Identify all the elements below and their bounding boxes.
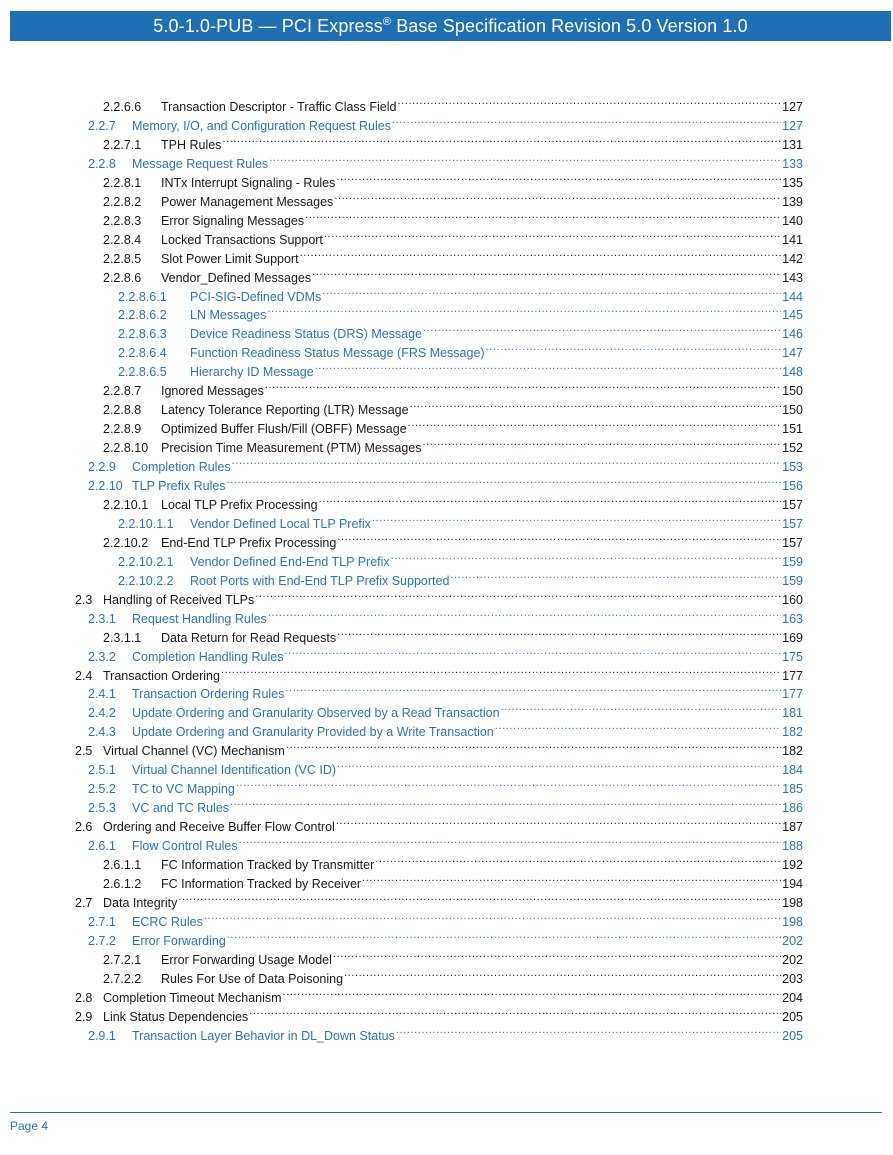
toc-entry-title: Rules For Use of Data Poisoning [161, 971, 344, 986]
toc-entry-number: 2.2.8.1 [103, 175, 142, 190]
toc-entry[interactable] [88, 717, 803, 740]
toc-entry-page: 205 [782, 1009, 803, 1024]
toc-entry-number: 2.2.8.10 [103, 441, 149, 456]
toc-entry-title: LN Messages [190, 308, 267, 323]
toc-entry-title: Latency Tolerance Reporting (LTR) Message [161, 403, 409, 418]
toc-dot-leader [315, 357, 781, 376]
toc-entry-title: Device Readiness Status (DRS) Message [190, 327, 423, 342]
toc-entry[interactable] [118, 300, 803, 323]
toc-entry[interactable] [75, 585, 803, 607]
toc-entry-title: End-End TLP Prefix Processing [161, 535, 337, 550]
toc-entry-title: Vendor Defined End-End TLP Prefix [190, 554, 390, 569]
toc-entry[interactable] [88, 793, 803, 816]
toc-entry-page: 145 [782, 308, 803, 323]
toc-entry[interactable] [103, 225, 803, 247]
toc-entry[interactable] [75, 983, 803, 1005]
toc-dot-leader [204, 907, 781, 926]
toc-entry[interactable] [103, 869, 803, 891]
toc-dot-leader [336, 812, 781, 831]
toc-dot-leader [333, 945, 781, 964]
toc-entry[interactable] [103, 414, 803, 437]
toc-entry-title: VC and TC Rules [132, 801, 230, 816]
toc-entry-page: 141 [782, 232, 803, 247]
toc-entry-title: Locked Transactions Support [161, 232, 323, 247]
toc-dot-leader [450, 566, 781, 585]
toc-dot-leader [178, 888, 781, 907]
toc-entry-page: 175 [782, 649, 803, 664]
toc-dot-leader [396, 1021, 781, 1040]
toc-dot-leader [300, 244, 782, 263]
toc-entry-number: 2.5.3 [88, 801, 116, 816]
toc-entry-page: 159 [782, 554, 803, 569]
toc-entry-page: 157 [782, 516, 803, 531]
toc-entry-number: 2.4.2 [88, 706, 116, 721]
toc-entry-page: 203 [782, 971, 803, 986]
toc-entry-number: 2.2.8.6.3 [118, 327, 167, 342]
toc-entry-page: 198 [782, 914, 803, 929]
toc-entry-title: Memory, I/O, and Configuration Request Rules [132, 118, 391, 133]
toc-entry[interactable] [103, 92, 803, 114]
toc-entry-number: 2.2.8.6.2 [118, 308, 167, 323]
toc-dot-leader [249, 1002, 781, 1021]
toc-entry-number: 2.9 [75, 1009, 93, 1024]
toc-entry-page: 194 [782, 876, 803, 891]
toc-dot-leader [408, 414, 781, 433]
toc-entry[interactable] [118, 357, 803, 380]
toc-entry-number: 2.2.7.1 [103, 137, 142, 152]
toc-entry-page: 187 [782, 820, 803, 835]
toc-entry-number: 2.2.10.1 [103, 497, 149, 512]
toc-entry-title: Precision Time Measurement (PTM) Messages [161, 441, 422, 456]
toc-entry-page: 192 [782, 858, 803, 872]
toc-dot-leader [398, 92, 782, 111]
toc-dot-leader [239, 831, 782, 850]
toc-entry[interactable] [118, 338, 803, 361]
toc-entry-number: 2.2.9 [88, 460, 116, 475]
toc-entry-page: 150 [782, 384, 803, 399]
toc-entry-page: 202 [782, 933, 803, 948]
toc-entry-page: 177 [782, 668, 803, 683]
toc-entry-page: 148 [782, 365, 803, 380]
toc-entry[interactable] [103, 130, 803, 152]
toc-entry-page: 169 [782, 630, 803, 645]
toc-entry-number: 2.2.10.2.1 [118, 554, 174, 569]
toc-entry-page: 198 [782, 895, 803, 910]
toc-entry-title: Update Ordering and Granularity Provided by a Write Transaction [132, 725, 494, 740]
toc-entry[interactable] [88, 642, 803, 664]
toc-dot-leader [334, 187, 781, 206]
toc-entry-number: 2.2.8.6.5 [118, 365, 167, 380]
toc-entry[interactable] [103, 376, 803, 399]
toc-dot-leader [286, 736, 781, 755]
toc-entry-number: 2.2.10.2.2 [118, 573, 174, 588]
toc-entry-number: 2.2.8.3 [103, 213, 142, 228]
toc-entry-page: 163 [782, 611, 803, 626]
toc-entry-number: 2.7.1 [88, 914, 116, 929]
toc-entry-title: Error Forwarding [132, 933, 226, 948]
toc-entry-title: Link Status Dependencies [103, 1009, 249, 1024]
toc-entry-page: 144 [782, 289, 803, 304]
toc-entry-page: 182 [782, 744, 803, 759]
toc-entry-number: 2.3.2 [88, 649, 116, 664]
toc-entry-title: FC Information Tracked by Transmitter [161, 858, 375, 872]
toc-entry[interactable] [75, 1002, 803, 1024]
toc-entry-title: Hierarchy ID Message [190, 365, 314, 380]
toc-dot-leader [221, 661, 781, 680]
toc-entry-title: Handling of Received TLPs [103, 592, 255, 607]
toc-entry[interactable] [103, 623, 803, 645]
toc-entry[interactable] [88, 831, 803, 854]
toc-entry-number: 2.2.8.8 [103, 403, 142, 418]
toc-entry-page: 205 [782, 1028, 803, 1043]
toc-entry-page: 181 [782, 706, 803, 721]
toc-dot-leader [319, 490, 782, 509]
toc-entry[interactable] [88, 471, 803, 493]
toc-entry[interactable] [88, 679, 803, 702]
toc-dot-leader [222, 130, 781, 149]
toc-entry-page: 152 [782, 441, 803, 456]
toc-entry-number: 2.6.1.2 [103, 876, 142, 891]
toc-dot-leader [372, 509, 781, 528]
toc-entry-title: Flow Control Rules [132, 839, 238, 854]
toc-dot-leader [324, 225, 781, 244]
toc-dot-leader [236, 774, 781, 793]
toc-dot-leader [344, 964, 781, 983]
toc-entry[interactable] [118, 282, 803, 304]
toc-entry-number: 2.6 [75, 820, 93, 835]
toc-entry-number: 2.7.2.2 [103, 971, 142, 986]
toc-entry-page: 153 [782, 460, 803, 475]
toc-entry-number: 2.4.1 [88, 687, 116, 702]
toc-dot-leader [227, 471, 782, 490]
toc-entry-page: 185 [782, 782, 803, 797]
toc-entry-title: Completion Handling Rules [132, 649, 284, 664]
toc-entry-title: Error Forwarding Usage Model [161, 952, 332, 967]
toc-entry-page: 139 [782, 194, 803, 209]
toc-entry[interactable] [103, 850, 803, 872]
toc-entry-number: 2.2.8.4 [103, 232, 142, 247]
toc-dot-leader [362, 869, 781, 888]
toc-dot-leader [265, 376, 781, 395]
toc-entry-title: Function Readiness Status Message (FRS Message) [190, 346, 485, 361]
toc-dot-leader [284, 642, 781, 661]
toc-entry-page: 184 [782, 763, 803, 778]
toc-entry-title: Completion Rules [132, 460, 231, 475]
toc-entry-number: 2.2.8.7 [103, 384, 142, 399]
toc-entry-title: Transaction Layer Behavior in DL_Down Status [132, 1028, 395, 1043]
toc-entry[interactable] [88, 907, 803, 929]
toc-dot-leader [501, 698, 782, 717]
toc-entry[interactable] [118, 319, 803, 342]
toc-entry[interactable] [75, 736, 803, 759]
toc-entry-title: Virtual Channel (VC) Mechanism [103, 744, 285, 759]
toc-entry-title: INTx Interrupt Signaling - Rules [161, 175, 336, 190]
toc-entry[interactable] [103, 263, 803, 285]
toc-entry-title: Optimized Buffer Flush/Fill (OBFF) Message [161, 422, 407, 437]
toc-entry-title: FC Information Tracked by Receiver [161, 876, 362, 891]
toc-entry-title: PCI-SIG-Defined VDMs [190, 289, 322, 304]
toc-entry-number: 2.2.8.6.4 [118, 346, 167, 361]
toc-dot-leader [267, 300, 781, 319]
toc-entry-page: 127 [782, 100, 803, 114]
toc-entry-page: 150 [782, 403, 803, 418]
toc-entry[interactable] [103, 168, 803, 190]
toc-entry[interactable] [103, 206, 803, 228]
toc-dot-leader [312, 263, 781, 282]
toc-entry[interactable] [88, 604, 803, 626]
toc-entry-number: 2.2.10 [88, 479, 123, 493]
document-header [10, 11, 891, 41]
toc-entry-title: Message Request Rules [132, 156, 269, 171]
toc-entry[interactable] [103, 490, 803, 512]
footer-page-number: Page 4 [10, 1119, 49, 1133]
toc-entry[interactable] [118, 509, 803, 531]
toc-entry-title: Vendor_Defined Messages [161, 270, 312, 285]
toc-entry-number: 2.8 [75, 990, 93, 1005]
toc-dot-leader [232, 452, 781, 471]
toc-dot-leader [322, 282, 781, 301]
toc-dot-leader [375, 850, 781, 869]
toc-entry-page: 146 [782, 327, 803, 342]
toc-entry-title: TPH Rules [161, 137, 222, 152]
toc-entry-number: 2.9.1 [88, 1028, 116, 1043]
toc-dot-leader [337, 623, 781, 642]
toc-entry[interactable] [88, 452, 803, 475]
toc-entry-page: 177 [782, 687, 803, 702]
toc-entry[interactable] [103, 945, 803, 967]
toc-entry-page: 140 [782, 213, 803, 228]
toc-entry-number: 2.3.1 [88, 611, 116, 626]
toc-entry-title: Ordering and Receive Buffer Flow Control [103, 820, 335, 835]
toc-entry-title: Transaction Ordering [103, 668, 220, 683]
toc-entry-number: 2.3 [75, 592, 93, 607]
toc-entry[interactable] [103, 395, 803, 418]
toc-entry[interactable] [118, 566, 803, 588]
toc-entry-title: Transaction Descriptor - Traffic Class Field [161, 100, 397, 114]
toc-entry-number: 2.2.6.6 [103, 100, 142, 114]
header-title-end: Base Specification Revision 5.0 Version 1.0 [391, 16, 748, 36]
toc-entry[interactable] [103, 528, 803, 550]
toc-dot-leader [269, 149, 781, 168]
toc-entry-title: Ignored Messages [161, 384, 264, 399]
toc-entry-page: 159 [782, 573, 803, 588]
toc-dot-leader [495, 717, 781, 736]
toc-entry[interactable] [88, 698, 803, 721]
toc-entry-title: Transaction Ordering Rules [132, 687, 285, 702]
toc-dot-leader [423, 319, 781, 338]
toc-entry[interactable] [75, 661, 803, 683]
toc-entry[interactable] [88, 926, 803, 948]
toc-entry-title: ECRC Rules [132, 914, 203, 929]
toc-entry-number: 2.3.1.1 [103, 630, 142, 645]
toc-entry-title: Completion Timeout Mechanism [103, 990, 282, 1005]
toc-entry-title: Request Handling Rules [132, 611, 267, 626]
toc-entry-title: Local TLP Prefix Processing [161, 497, 318, 512]
toc-dot-leader [230, 793, 781, 812]
toc-entry-number: 2.5 [75, 744, 93, 759]
toc-entry[interactable] [103, 964, 803, 986]
toc-entry[interactable] [88, 755, 803, 778]
toc-entry-number: 2.2.8.6 [103, 270, 142, 285]
toc-entry-page: 147 [782, 346, 803, 361]
toc-entry-number: 2.2.8.6.1 [118, 289, 167, 304]
toc-entry-title: Root Ports with End-End TLP Prefix Supported [190, 573, 450, 588]
toc-entry-title: Data Return for Read Requests [161, 630, 337, 645]
toc-entry-page: 127 [782, 118, 803, 133]
toc-entry-page: 157 [782, 535, 803, 550]
toc-entry-number: 2.2.10.1.1 [118, 516, 174, 531]
toc-entry-title: Update Ordering and Granularity Observed by a Read Transaction [132, 706, 500, 721]
toc-entry-page: 182 [782, 725, 803, 740]
toc-entry-page: 204 [782, 990, 803, 1005]
toc-entry[interactable] [88, 111, 803, 133]
toc-entry-number: 2.6.1 [88, 839, 116, 854]
toc-entry-number: 2.5.1 [88, 763, 116, 778]
toc-entry-page: 156 [782, 479, 803, 493]
toc-entry-number: 2.2.10.2 [103, 535, 149, 550]
toc-entry-number: 2.4.3 [88, 725, 116, 740]
toc-entry[interactable] [103, 244, 803, 266]
toc-dot-leader [268, 604, 781, 623]
toc-entry[interactable] [75, 812, 803, 835]
toc-dot-leader [392, 111, 781, 130]
toc-entry-page: 160 [782, 592, 803, 607]
toc-dot-leader [337, 755, 781, 774]
toc-entry[interactable] [103, 187, 803, 209]
toc-entry-page: 188 [782, 839, 803, 854]
toc-entry-page: 142 [782, 251, 803, 266]
toc-dot-leader [486, 338, 782, 357]
toc-entry-page: 143 [782, 270, 803, 285]
toc-entry-number: 2.6.1.1 [103, 858, 142, 872]
toc-entry-page: 151 [782, 422, 803, 437]
toc-entry-page: 157 [782, 497, 803, 512]
toc-entry-title: Power Management Messages [161, 194, 334, 209]
toc-dot-leader [336, 168, 781, 187]
toc-entry[interactable] [88, 1021, 803, 1043]
toc-entry-title: Data Integrity [103, 895, 178, 910]
toc-dot-leader [285, 679, 781, 698]
header-title-start: 5.0-1.0-PUB — PCI Express [153, 16, 383, 36]
toc-entry-number: 2.2.8.2 [103, 194, 142, 209]
toc-entry-page: 135 [782, 175, 803, 190]
toc-entry-title: Slot Power Limit Support [161, 251, 299, 266]
toc-entry-number: 2.2.8.5 [103, 251, 142, 266]
toc-entry-page: 186 [782, 801, 803, 816]
toc-entry-title: TC to VC Mapping [132, 782, 235, 797]
toc-entry-number: 2.2.8 [88, 156, 116, 171]
toc-entry-number: 2.7.2.1 [103, 952, 142, 967]
toc-dot-leader [337, 528, 781, 547]
toc-dot-leader [410, 395, 782, 414]
toc-dot-leader [227, 926, 781, 945]
toc-entry-number: 2.4 [75, 668, 93, 683]
toc-entry[interactable] [103, 433, 803, 456]
toc-entry[interactable] [88, 149, 803, 171]
toc-entry-number: 2.5.2 [88, 782, 116, 797]
toc-entry[interactable] [88, 774, 803, 797]
toc-entry-number: 2.2.7 [88, 118, 116, 133]
toc-dot-leader [283, 983, 782, 1002]
toc-entry-number: 2.7 [75, 895, 93, 910]
toc-entry-title: Error Signaling Messages [161, 213, 305, 228]
toc-entry-page: 133 [782, 156, 803, 171]
toc-dot-leader [305, 206, 781, 225]
toc-entry[interactable] [75, 888, 803, 910]
toc-entry-page: 202 [782, 952, 803, 967]
toc-entry-title: TLP Prefix Rules [132, 479, 226, 493]
registered-mark: ® [382, 16, 392, 28]
toc-dot-leader [255, 585, 781, 604]
toc-entry-number: 2.7.2 [88, 933, 116, 948]
toc-entry[interactable] [118, 547, 803, 569]
toc-entry-page: 131 [782, 137, 803, 152]
toc-dot-leader [423, 433, 782, 452]
toc-entry-number: 2.2.8.9 [103, 422, 142, 437]
toc-entry-title: Virtual Channel Identification (VC ID) [132, 763, 337, 778]
toc-dot-leader [391, 547, 781, 566]
footer-divider [10, 1112, 882, 1113]
toc-entry-title: Vendor Defined Local TLP Prefix [190, 516, 371, 531]
